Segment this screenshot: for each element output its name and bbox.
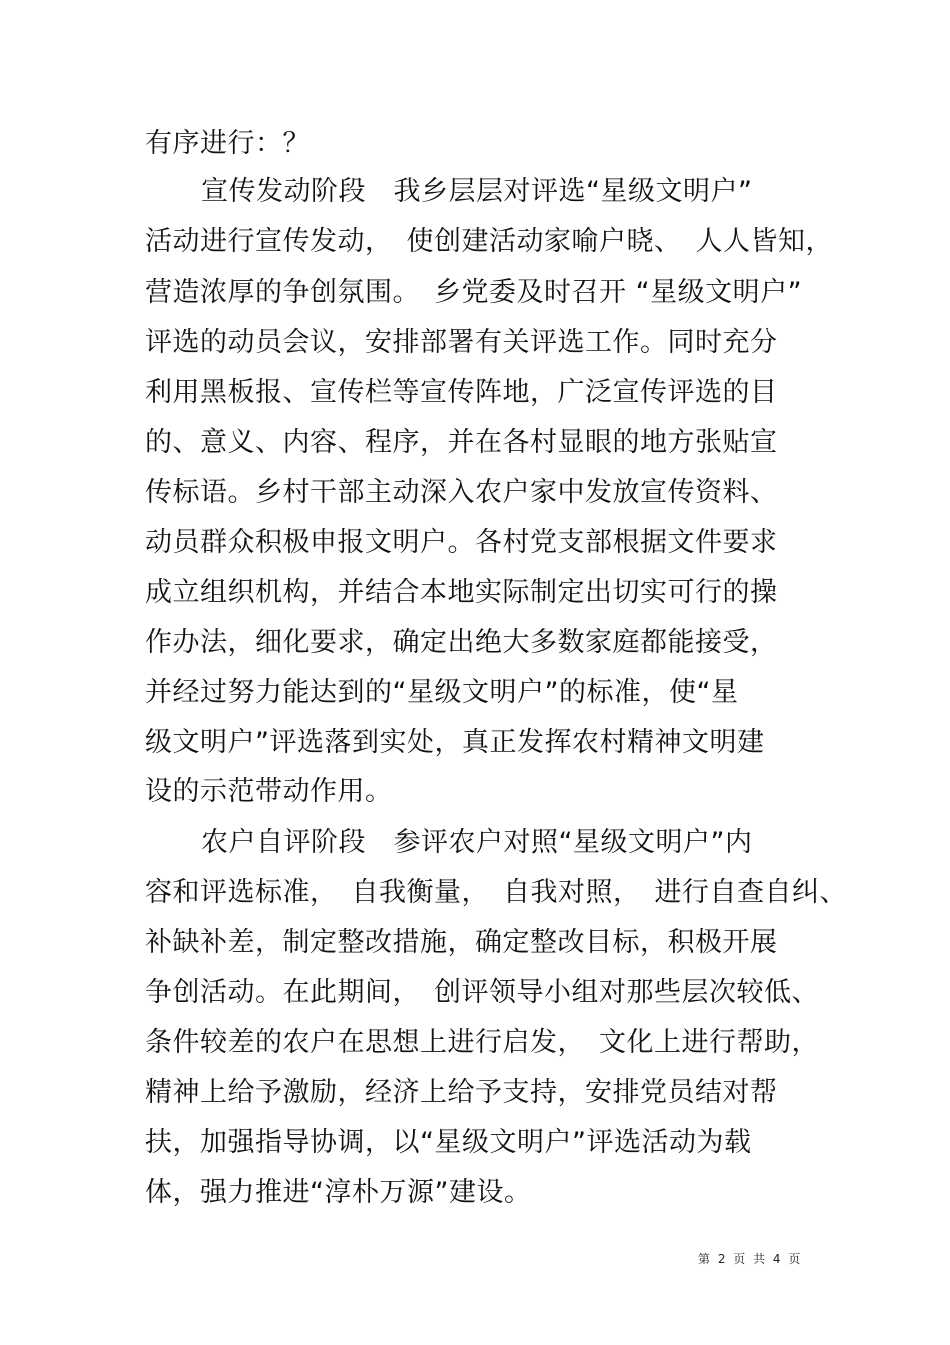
page-number-footer: 第 2 页 共 4 页 <box>698 1252 803 1266</box>
text-line-1: 有序进行：？ <box>145 128 310 159</box>
text-line-9: 动员群众积极申报文明户。各村党支部根据文件要求 <box>145 527 778 558</box>
text-line-13: 级文明户”评选落到实处，真正发挥农村精神文明建 <box>145 727 765 758</box>
text-line-16: 容和评选标准， 自我衡量， 自我对照， 进行自查自纠、 <box>145 877 847 908</box>
text-line-21: 扶，加强指导协调，以“星级文明户”评选活动为载 <box>145 1127 752 1158</box>
paragraph-heading-publicity: 宣传发动阶段 我乡层层对评选“星级文明户” <box>201 176 753 207</box>
text-line-20: 精神上给予激励，经济上给予支持，安排党员结对帮 <box>145 1077 778 1108</box>
text-line-17: 补缺补差，制定整改措施，确定整改目标，积极开展 <box>145 927 778 958</box>
text-line-14: 设的示范带动作用。 <box>145 776 393 807</box>
text-line-12: 并经过努力能达到的“星级文明户”的标准，使“星 <box>145 677 739 708</box>
paragraph-heading-self-evaluation: 农户自评阶段 参评农户对照“星级文明户”内 <box>201 827 753 858</box>
text-line-10: 成立组织机构，并结合本地实际制定出切实可行的操 <box>145 577 778 608</box>
text-line-4: 营造浓厚的争创氛围。 乡党委及时召开 “星级文明户” <box>145 277 803 308</box>
text-line-8: 传标语。乡村干部主动深入农户家中发放宣传资料、 <box>145 477 778 508</box>
text-line-6: 利用黑板报、宣传栏等宣传阵地，广泛宣传评选的目 <box>145 377 778 408</box>
text-line-5: 评选的动员会议，安排部署有关评选工作。同时充分 <box>145 327 778 358</box>
text-line-7: 的、意义、内容、程序，并在各村显眼的地方张贴宣 <box>145 427 778 458</box>
text-line-19: 条件较差的农户在思想上进行启发， 文化上进行帮助， <box>145 1027 819 1058</box>
text-line-18: 争创活动。在此期间， 创评领导小组对那些层次较低、 <box>145 977 819 1008</box>
text-line-22: 体，强力推进“淳朴万源”建设。 <box>145 1177 532 1208</box>
text-line-11: 作办法，细化要求，确定出绝大多数家庭都能接受， <box>145 627 778 658</box>
text-line-3: 活动进行宣传发动， 使创建活动家喻户晓、 人人皆知， <box>145 226 833 257</box>
